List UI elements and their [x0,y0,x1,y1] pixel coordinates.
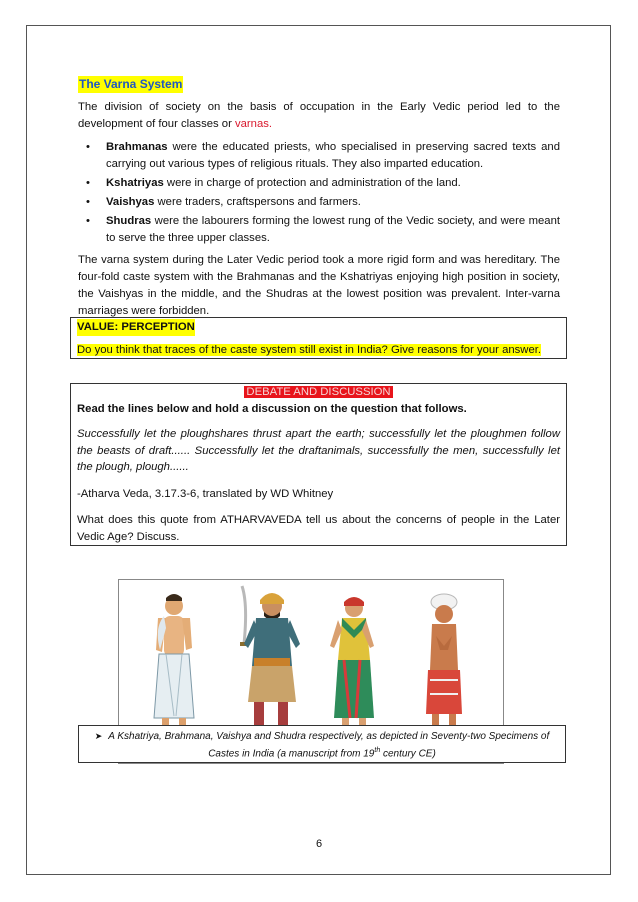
later-vedic-paragraph: The varna system during the Later Vedic period took a more rigid form and was hereditary. The four-fold caste system with the Brahmanas and the Kshatriyas enjoying high position in society, the Vaishyas in the middle, and the Shudras at the lowest position was prevalent. Inter-varna marriages were forbidden. [78,254,560,317]
intro-paragraph [78,99,560,133]
caption-text-end: century CE) [380,748,436,760]
intro-text: The division of society on the basis of occupation in the Early Vedic period led to the development of four classes or [78,101,560,130]
figure-four [426,594,462,742]
figure-caption [78,725,566,763]
value-perception-box [70,317,567,359]
desc-shudras: were the labourers forming the lowest rung of the Vedic society, and were meant to serve the three upper classes. [106,215,560,244]
value-box-question: Do you think that traces of the caste system still exist in India? Give reasons for your answer. [77,344,542,356]
page-number: 6 [315,838,323,850]
list-item [106,175,560,192]
term-shudras: Shudras [106,215,152,227]
debate-question: What does this quote from ATHARVAVEDA tell us about the concerns of people in the Later Vedic Age? Discuss. [77,514,560,543]
section-title: The Varna System [79,77,183,91]
figure-one [154,594,194,743]
debate-lead: Read the lines below and hold a discussion on the question that follows. [77,402,467,415]
varna-list [78,139,560,247]
debate-title-text: DEBATE AND DISCUSSION [246,386,391,398]
list-item [106,213,560,247]
arrow-bullet-icon: ➤ [94,731,103,741]
list-item [106,194,560,211]
term-vaishyas: Vaishyas [106,196,155,208]
debate-citation: -Atharva Veda, 3.17.3-6, translated by WD Whitney [77,487,334,500]
caption-superscript: th [374,747,381,754]
debate-quote: Successfully let the ploughshares thrust apart the earth; successfully let the ploughmen follow the beasts of draft...... Successfully let the draftanimals, successfully the men, successfully let the plough, plough...... [77,428,560,473]
figure-two [240,586,300,741]
term-brahmanas: Brahmanas [106,141,168,153]
desc-kshatriyas: were in charge of protection and administration of the land. [163,177,461,189]
debate-discussion-box [70,383,567,546]
caption-text-start: A Kshatriya, Brahmana, Vaishya and Shudra respectively, as depicted in Seventy-two Specimens of Castes in India (a manuscript from 19 [108,731,550,760]
figure-three [330,597,374,744]
list-item [106,139,560,173]
desc-vaishyas: were traders, craftspersons and farmers. [154,196,361,208]
desc-brahmanas: were the educated priests, who specialised in preserving sacred texts and carrying out various types of religious rituals. They also imparted education. [106,141,560,170]
debate-title [77,384,560,401]
value-box-title: VALUE: PERCEPTION [77,319,195,336]
main-content [78,76,560,326]
varnas-term: varnas. [234,118,273,130]
term-kshatriyas: Kshatriyas [106,177,164,189]
